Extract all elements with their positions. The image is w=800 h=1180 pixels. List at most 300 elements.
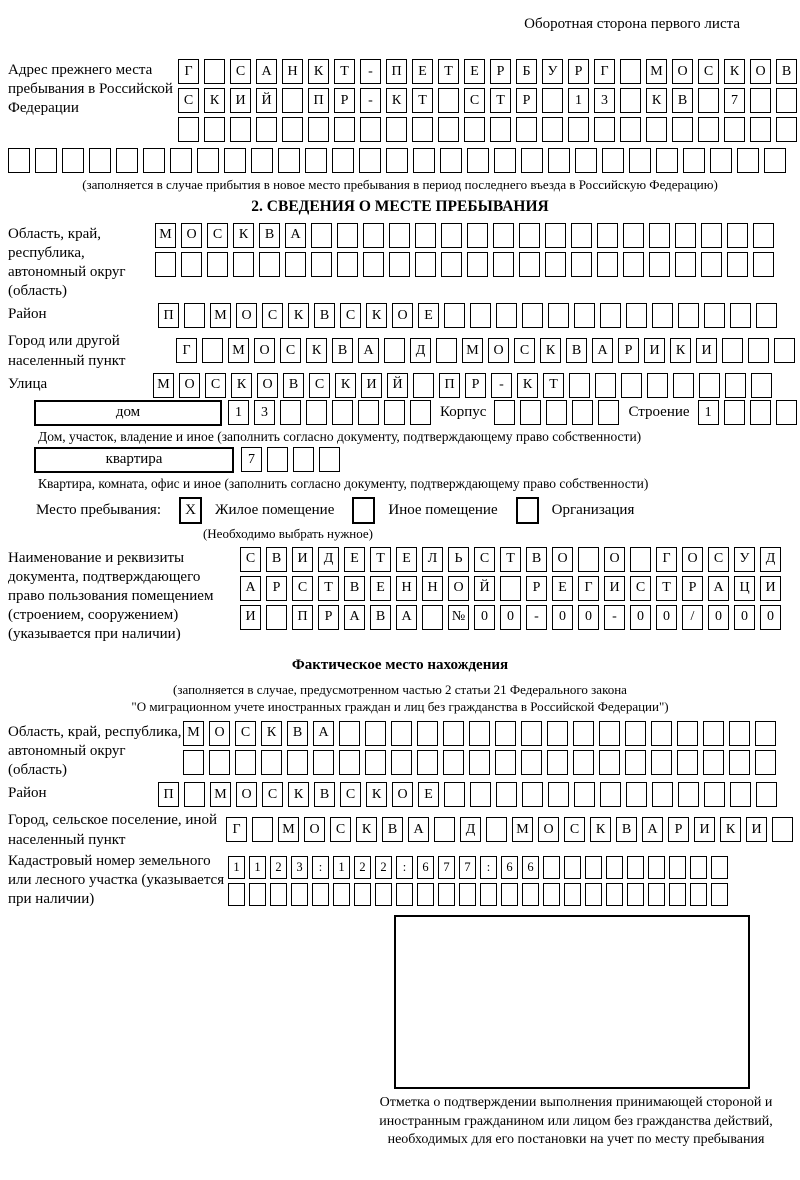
char-cell[interactable]: В [566,338,587,363]
char-cell[interactable]: А [708,576,729,601]
char-cell[interactable] [630,547,651,572]
char-cell[interactable] [543,883,560,906]
char-cell[interactable]: В [259,223,280,248]
char-cell[interactable]: : [480,856,497,879]
char-cell[interactable]: И [230,88,251,113]
char-cell[interactable] [598,400,619,425]
char-cell[interactable] [417,750,438,775]
char-cell[interactable] [311,252,332,277]
char-cell[interactable] [683,148,705,173]
char-cell[interactable] [627,883,644,906]
char-cell[interactable]: 6 [501,856,518,879]
char-cell[interactable]: Р [526,576,547,601]
char-cell[interactable] [602,148,624,173]
char-cell[interactable] [494,400,515,425]
char-cell[interactable]: 0 [474,605,495,630]
char-cell[interactable]: 1 [249,856,266,879]
char-cell[interactable] [652,782,673,807]
char-cell[interactable]: № [448,605,469,630]
char-cell[interactable] [548,782,569,807]
char-cell[interactable] [312,883,329,906]
char-cell[interactable] [249,883,266,906]
char-cell[interactable] [651,721,672,746]
char-cell[interactable]: К [590,817,611,842]
char-cell[interactable] [730,303,751,328]
char-cell[interactable] [333,883,350,906]
char-cell[interactable] [626,303,647,328]
char-cell[interactable]: С [698,59,719,84]
checkbox-organizatsiya[interactable] [516,497,539,524]
char-cell[interactable] [285,252,306,277]
char-cell[interactable]: Д [318,547,339,572]
char-cell[interactable] [656,148,678,173]
char-cell[interactable] [184,782,205,807]
char-cell[interactable]: К [724,59,745,84]
char-cell[interactable] [690,856,707,879]
char-cell[interactable] [266,605,287,630]
char-cell[interactable] [291,883,308,906]
char-cell[interactable] [444,782,465,807]
char-cell[interactable] [209,750,230,775]
char-cell[interactable]: : [312,856,329,879]
char-cell[interactable] [629,148,651,173]
char-cell[interactable]: Р [266,576,287,601]
char-cell[interactable] [278,148,300,173]
char-cell[interactable]: К [646,88,667,113]
char-cell[interactable] [204,117,225,142]
char-cell[interactable]: Т [318,576,339,601]
char-cell[interactable] [600,303,621,328]
char-cell[interactable]: О [672,59,693,84]
char-cell[interactable]: О [304,817,325,842]
char-cell[interactable]: 1 [228,400,249,425]
char-cell[interactable]: Ь [448,547,469,572]
char-cell[interactable]: А [285,223,306,248]
char-cell[interactable]: 7 [438,856,455,879]
char-cell[interactable] [384,338,405,363]
char-cell[interactable] [547,721,568,746]
char-cell[interactable] [224,148,246,173]
char-cell[interactable]: С [464,88,485,113]
char-cell[interactable]: П [292,605,313,630]
char-cell[interactable] [235,750,256,775]
char-cell[interactable] [178,117,199,142]
char-cell[interactable] [548,303,569,328]
char-cell[interactable]: Е [464,59,485,84]
char-cell[interactable] [443,750,464,775]
char-cell[interactable] [282,117,303,142]
char-cell[interactable]: С [564,817,585,842]
char-cell[interactable] [516,117,537,142]
char-cell[interactable] [750,117,771,142]
char-cell[interactable] [703,750,724,775]
char-cell[interactable]: П [386,59,407,84]
char-cell[interactable]: Т [412,88,433,113]
char-cell[interactable] [311,223,332,248]
char-cell[interactable]: 6 [417,856,434,879]
char-cell[interactable]: К [308,59,329,84]
char-cell[interactable]: В [332,338,353,363]
char-cell[interactable] [332,148,354,173]
char-cell[interactable] [725,373,746,398]
char-cell[interactable] [727,252,748,277]
char-cell[interactable] [710,148,732,173]
char-cell[interactable] [35,148,57,173]
char-cell[interactable]: С [309,373,330,398]
char-cell[interactable]: П [308,88,329,113]
char-cell[interactable]: В [314,782,335,807]
char-cell[interactable] [648,883,665,906]
char-cell[interactable] [252,817,273,842]
char-cell[interactable]: О [552,547,573,572]
char-cell[interactable]: 0 [552,605,573,630]
char-cell[interactable]: О [750,59,771,84]
char-cell[interactable]: К [386,88,407,113]
char-cell[interactable]: 0 [708,605,729,630]
char-cell[interactable] [678,782,699,807]
char-cell[interactable]: 3 [594,88,615,113]
char-cell[interactable] [391,721,412,746]
char-cell[interactable] [444,303,465,328]
char-cell[interactable]: О [682,547,703,572]
char-cell[interactable] [521,721,542,746]
char-cell[interactable]: Д [410,338,431,363]
char-cell[interactable] [698,117,719,142]
char-cell[interactable] [308,117,329,142]
char-cell[interactable]: И [696,338,717,363]
char-cell[interactable]: 3 [291,856,308,879]
char-cell[interactable] [737,148,759,173]
char-cell[interactable]: К [288,303,309,328]
char-cell[interactable]: А [313,721,334,746]
char-cell[interactable]: В [283,373,304,398]
char-cell[interactable] [575,148,597,173]
char-cell[interactable] [8,148,30,173]
char-cell[interactable]: С [514,338,535,363]
char-cell[interactable] [337,223,358,248]
char-cell[interactable] [386,148,408,173]
char-cell[interactable]: С [207,223,228,248]
char-cell[interactable]: Е [418,782,439,807]
char-cell[interactable]: О [392,782,413,807]
char-cell[interactable]: И [240,605,261,630]
char-cell[interactable]: Р [668,817,689,842]
char-cell[interactable] [722,338,743,363]
char-cell[interactable] [384,400,405,425]
char-cell[interactable]: А [642,817,663,842]
char-cell[interactable] [337,252,358,277]
char-cell[interactable] [413,148,435,173]
char-cell[interactable] [519,252,540,277]
char-cell[interactable] [486,817,507,842]
char-cell[interactable] [365,750,386,775]
char-cell[interactable] [207,252,228,277]
char-cell[interactable]: К [306,338,327,363]
char-cell[interactable]: В [672,88,693,113]
char-cell[interactable] [459,883,476,906]
char-cell[interactable]: С [262,303,283,328]
char-cell[interactable] [675,252,696,277]
char-cell[interactable] [183,750,204,775]
char-cell[interactable] [585,883,602,906]
char-cell[interactable] [599,750,620,775]
char-cell[interactable]: С [340,303,361,328]
char-cell[interactable] [776,117,797,142]
char-cell[interactable] [574,782,595,807]
char-cell[interactable]: О [254,338,275,363]
char-cell[interactable]: С [330,817,351,842]
char-cell[interactable]: Д [460,817,481,842]
char-cell[interactable] [522,303,543,328]
char-cell[interactable] [600,782,621,807]
char-cell[interactable]: А [396,605,417,630]
char-cell[interactable] [493,223,514,248]
char-cell[interactable] [354,883,371,906]
char-cell[interactable]: С [240,547,261,572]
char-cell[interactable] [440,148,462,173]
char-cell[interactable]: П [158,782,179,807]
char-cell[interactable] [391,750,412,775]
char-cell[interactable] [669,856,686,879]
char-cell[interactable] [625,721,646,746]
char-cell[interactable]: О [179,373,200,398]
char-cell[interactable]: М [278,817,299,842]
char-cell[interactable] [496,782,517,807]
char-cell[interactable] [363,223,384,248]
char-cell[interactable]: С [280,338,301,363]
char-cell[interactable]: 1 [333,856,350,879]
char-cell[interactable] [545,252,566,277]
char-cell[interactable] [417,883,434,906]
char-cell[interactable] [490,117,511,142]
char-cell[interactable] [756,303,777,328]
char-cell[interactable] [595,373,616,398]
char-cell[interactable] [675,223,696,248]
char-cell[interactable]: В [287,721,308,746]
char-cell[interactable] [467,223,488,248]
char-cell[interactable]: - [491,373,512,398]
char-cell[interactable] [436,338,457,363]
char-cell[interactable]: А [592,338,613,363]
char-cell[interactable]: О [538,817,559,842]
char-cell[interactable]: 6 [522,856,539,879]
char-cell[interactable] [230,117,251,142]
char-cell[interactable] [339,721,360,746]
char-cell[interactable]: 1 [698,400,719,425]
char-cell[interactable]: Р [618,338,639,363]
char-cell[interactable]: С [205,373,226,398]
char-cell[interactable] [573,750,594,775]
char-cell[interactable] [701,252,722,277]
char-cell[interactable] [116,148,138,173]
char-cell[interactable] [620,117,641,142]
char-cell[interactable]: Д [760,547,781,572]
char-cell[interactable] [443,721,464,746]
char-cell[interactable]: И [361,373,382,398]
char-cell[interactable] [625,750,646,775]
char-cell[interactable]: К [288,782,309,807]
char-cell[interactable]: С [474,547,495,572]
char-cell[interactable]: Р [682,576,703,601]
char-cell[interactable] [546,400,567,425]
char-cell[interactable] [627,856,644,879]
char-cell[interactable]: П [158,303,179,328]
char-cell[interactable]: Н [396,576,417,601]
char-cell[interactable] [438,88,459,113]
char-cell[interactable]: О [236,303,257,328]
char-cell[interactable] [542,117,563,142]
char-cell[interactable]: У [542,59,563,84]
char-cell[interactable] [332,400,353,425]
char-cell[interactable] [677,721,698,746]
char-cell[interactable] [753,252,774,277]
char-cell[interactable] [573,721,594,746]
char-cell[interactable]: К [261,721,282,746]
char-cell[interactable]: К [204,88,225,113]
char-cell[interactable]: О [448,576,469,601]
char-cell[interactable]: Й [256,88,277,113]
char-cell[interactable] [776,88,797,113]
char-cell[interactable] [678,303,699,328]
char-cell[interactable] [170,148,192,173]
char-cell[interactable] [256,117,277,142]
char-cell[interactable] [776,400,797,425]
char-cell[interactable] [389,223,410,248]
char-cell[interactable]: В [266,547,287,572]
char-cell[interactable] [578,547,599,572]
char-cell[interactable] [184,303,205,328]
char-cell[interactable]: Г [226,817,247,842]
char-cell[interactable]: О [181,223,202,248]
char-cell[interactable] [750,400,771,425]
char-cell[interactable]: П [439,373,460,398]
char-cell[interactable] [520,400,541,425]
char-cell[interactable] [280,400,301,425]
char-cell[interactable]: К [720,817,741,842]
char-cell[interactable] [415,252,436,277]
char-cell[interactable]: Т [370,547,391,572]
char-cell[interactable] [574,303,595,328]
char-cell[interactable]: К [670,338,691,363]
char-cell[interactable]: 0 [500,605,521,630]
char-cell[interactable] [521,148,543,173]
char-cell[interactable] [711,883,728,906]
char-cell[interactable]: Е [370,576,391,601]
char-cell[interactable]: 1 [228,856,245,879]
char-cell[interactable]: Т [490,88,511,113]
char-cell[interactable]: С [708,547,729,572]
char-cell[interactable] [495,750,516,775]
char-cell[interactable] [494,148,516,173]
char-cell[interactable]: 0 [760,605,781,630]
char-cell[interactable] [703,721,724,746]
char-cell[interactable] [434,817,455,842]
char-cell[interactable] [522,883,539,906]
char-cell[interactable] [698,88,719,113]
char-cell[interactable]: - [360,59,381,84]
char-cell[interactable] [410,400,431,425]
char-cell[interactable] [480,883,497,906]
char-cell[interactable] [417,721,438,746]
char-cell[interactable] [755,721,776,746]
char-cell[interactable] [438,883,455,906]
char-cell[interactable]: А [240,576,261,601]
char-cell[interactable] [62,148,84,173]
char-cell[interactable] [438,117,459,142]
char-cell[interactable]: В [526,547,547,572]
char-cell[interactable] [648,856,665,879]
char-cell[interactable] [441,252,462,277]
char-cell[interactable]: И [746,817,767,842]
char-cell[interactable]: И [292,547,313,572]
char-cell[interactable]: А [408,817,429,842]
char-cell[interactable] [764,148,786,173]
char-cell[interactable]: Т [334,59,355,84]
char-cell[interactable]: Г [656,547,677,572]
char-cell[interactable]: О [257,373,278,398]
char-cell[interactable]: А [256,59,277,84]
kvartira-box[interactable]: квартира [34,447,234,473]
char-cell[interactable]: К [366,303,387,328]
char-cell[interactable] [233,252,254,277]
char-cell[interactable] [386,117,407,142]
char-cell[interactable]: М [462,338,483,363]
char-cell[interactable]: Е [552,576,573,601]
char-cell[interactable] [647,373,668,398]
char-cell[interactable]: Т [656,576,677,601]
char-cell[interactable]: Р [334,88,355,113]
char-cell[interactable] [287,750,308,775]
char-cell[interactable] [334,117,355,142]
char-cell[interactable]: И [694,817,715,842]
char-cell[interactable] [704,782,725,807]
char-cell[interactable] [339,750,360,775]
char-cell[interactable]: : [396,856,413,879]
char-cell[interactable] [305,148,327,173]
char-cell[interactable] [646,117,667,142]
char-cell[interactable] [724,117,745,142]
char-cell[interactable]: М [183,721,204,746]
char-cell[interactable]: К [231,373,252,398]
char-cell[interactable] [729,750,750,775]
char-cell[interactable] [363,252,384,277]
char-cell[interactable] [389,252,410,277]
char-cell[interactable]: К [356,817,377,842]
char-cell[interactable]: 0 [630,605,651,630]
char-cell[interactable] [547,750,568,775]
char-cell[interactable] [267,447,288,472]
char-cell[interactable] [155,252,176,277]
char-cell[interactable]: Л [422,547,443,572]
char-cell[interactable] [412,117,433,142]
char-cell[interactable] [772,817,793,842]
char-cell[interactable] [699,373,720,398]
char-cell[interactable] [519,223,540,248]
char-cell[interactable] [542,88,563,113]
char-cell[interactable] [422,605,443,630]
char-cell[interactable] [467,252,488,277]
char-cell[interactable]: Б [516,59,537,84]
char-cell[interactable] [548,148,570,173]
char-cell[interactable] [774,338,795,363]
char-cell[interactable] [259,252,280,277]
char-cell[interactable]: 7 [459,856,476,879]
char-cell[interactable]: Р [568,59,589,84]
char-cell[interactable]: Г [578,576,599,601]
char-cell[interactable]: Т [500,547,521,572]
char-cell[interactable]: В [382,817,403,842]
char-cell[interactable] [701,223,722,248]
